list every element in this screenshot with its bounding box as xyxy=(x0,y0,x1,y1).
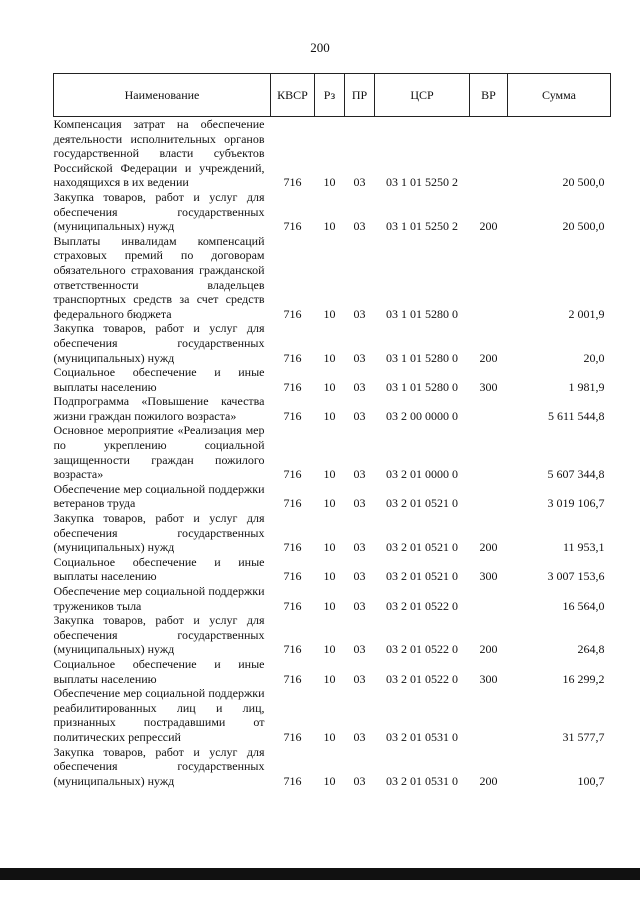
cell-name: Закупка товаров, работ и услуг для обеспечения государственных (муниципальных) нужд xyxy=(53,744,265,788)
table-row xyxy=(54,511,611,555)
cell-kvsr: 716 xyxy=(283,773,302,788)
cell-sum: 1 981,9 xyxy=(568,379,605,394)
cell-vr: 300 xyxy=(479,569,498,584)
cell-pr: 03 xyxy=(353,219,366,234)
cell-pr: 03 xyxy=(353,598,366,613)
col-header-kvsr: КВСР xyxy=(271,74,315,117)
cell-vr: 300 xyxy=(479,671,498,686)
cell-kvsr: 716 xyxy=(283,408,302,423)
cell-name: Социальное обеспечение и иные выплаты населению xyxy=(53,554,265,584)
cell-rz: 10 xyxy=(323,496,336,511)
cell-vr xyxy=(470,482,508,511)
cell-vr: 200 xyxy=(479,219,498,234)
cell-kvsr: 716 xyxy=(283,467,302,482)
cell-kvsr: 716 xyxy=(283,671,302,686)
cell-kvsr: 716 xyxy=(283,598,302,613)
page-number: 200 xyxy=(310,40,330,55)
cell-vr xyxy=(470,234,508,322)
cell-name: Обеспечение мер социальной поддержки ветеранов труда xyxy=(53,481,265,511)
cell-kvsr: 716 xyxy=(283,306,302,321)
cell-name: Выплаты инвалидам компенсаций страховых премий по договорам обязательного страхования гражданской ответственности владельцев транспортных средств за счет средств федерального бюджета xyxy=(53,233,265,321)
col-header-vr: ВР xyxy=(470,74,508,117)
cell-csr: 03 2 01 0000 0 xyxy=(386,467,458,482)
table-row xyxy=(54,686,611,744)
cell-name: Социальное обеспечение и иные выплаты населению xyxy=(53,656,265,686)
table-row xyxy=(54,423,611,481)
cell-rz: 10 xyxy=(323,773,336,788)
table-row xyxy=(54,613,611,657)
cell-kvsr: 716 xyxy=(283,350,302,365)
cell-sum: 3 007 153,6 xyxy=(547,569,605,584)
table-row xyxy=(54,365,611,394)
table-row xyxy=(54,555,611,584)
table-row xyxy=(54,321,611,365)
cell-csr: 03 2 01 0531 0 xyxy=(386,773,458,788)
cell-kvsr: 716 xyxy=(283,219,302,234)
cell-rz: 10 xyxy=(323,467,336,482)
cell-sum: 5 607 344,8 xyxy=(547,467,605,482)
cell-rz: 10 xyxy=(323,569,336,584)
table-row xyxy=(54,482,611,511)
cell-vr: 300 xyxy=(479,379,498,394)
cell-name: Социальное обеспечение и иные выплаты населению xyxy=(53,365,265,394)
cell-rz: 10 xyxy=(323,408,336,423)
cell-csr: 03 1 01 5250 2 xyxy=(386,175,458,190)
cell-kvsr: 716 xyxy=(283,496,302,511)
col-header-sum: Сумма xyxy=(508,74,611,117)
cell-csr: 03 2 00 0000 0 xyxy=(386,408,458,423)
col-header-pr: ПР xyxy=(345,74,375,117)
cell-rz: 10 xyxy=(323,598,336,613)
cell-pr: 03 xyxy=(353,350,366,365)
scan-bottom-border xyxy=(0,868,640,880)
cell-pr: 03 xyxy=(353,642,366,657)
cell-sum: 20,0 xyxy=(583,350,605,365)
cell-rz: 10 xyxy=(323,671,336,686)
cell-rz: 10 xyxy=(323,219,336,234)
cell-rz: 10 xyxy=(323,379,336,394)
cell-kvsr: 716 xyxy=(283,729,302,744)
cell-csr: 03 2 01 0521 0 xyxy=(386,569,458,584)
cell-name: Подпрограмма «Повышение качества жизни граждан пожилого возраста» xyxy=(53,394,265,423)
cell-sum: 2 001,9 xyxy=(568,306,605,321)
table-row xyxy=(54,117,611,190)
table-row xyxy=(54,190,611,234)
cell-vr xyxy=(470,584,508,613)
cell-vr: 200 xyxy=(479,350,498,365)
cell-csr: 03 1 01 5280 0 xyxy=(386,379,458,394)
cell-pr: 03 xyxy=(353,569,366,584)
cell-pr: 03 xyxy=(353,773,366,788)
col-header-rz: Рз xyxy=(315,74,345,117)
cell-csr: 03 2 01 0522 0 xyxy=(386,671,458,686)
cell-pr: 03 xyxy=(353,729,366,744)
cell-name: Закупка товаров, работ и услуг для обеспечения государственных (муниципальных) нужд xyxy=(53,189,265,234)
cell-vr xyxy=(470,423,508,481)
col-header-name: Наименование xyxy=(54,74,271,117)
cell-sum: 31 577,7 xyxy=(562,729,605,744)
cell-sum: 20 500,0 xyxy=(562,219,605,234)
cell-vr xyxy=(470,686,508,744)
cell-rz: 10 xyxy=(323,540,336,555)
cell-kvsr: 716 xyxy=(283,569,302,584)
cell-sum: 264,8 xyxy=(577,642,605,657)
cell-csr: 03 2 01 0521 0 xyxy=(386,496,458,511)
cell-pr: 03 xyxy=(353,379,366,394)
cell-csr: 03 2 01 0522 0 xyxy=(386,598,458,613)
cell-name: Основное мероприятие «Реализация мер по укреплению социальной защищенности граждан пожилого возраста» xyxy=(53,423,265,482)
cell-vr: 200 xyxy=(479,773,498,788)
cell-sum: 20 500,0 xyxy=(562,175,605,190)
cell-kvsr: 716 xyxy=(283,175,302,190)
cell-rz: 10 xyxy=(323,306,336,321)
cell-csr: 03 2 01 0521 0 xyxy=(386,540,458,555)
cell-kvsr: 716 xyxy=(283,379,302,394)
cell-csr: 03 1 01 5280 0 xyxy=(386,306,458,321)
cell-name: Закупка товаров, работ и услуг для обеспечения государственных (муниципальных) нужд xyxy=(53,321,265,365)
cell-name: Обеспечение мер социальной поддержки тружеников тыла xyxy=(53,584,265,613)
cell-name: Закупка товаров, работ и услуг для обеспечения государственных (муниципальных) нужд xyxy=(53,511,265,555)
cell-rz: 10 xyxy=(323,175,336,190)
table-row xyxy=(54,234,611,322)
cell-kvsr: 716 xyxy=(283,540,302,555)
cell-pr: 03 xyxy=(353,467,366,482)
cell-pr: 03 xyxy=(353,496,366,511)
cell-sum: 5 611 544,8 xyxy=(547,408,605,423)
table-row xyxy=(54,584,611,613)
cell-sum: 100,7 xyxy=(577,773,605,788)
cell-kvsr: 716 xyxy=(283,642,302,657)
cell-pr: 03 xyxy=(353,540,366,555)
cell-pr: 03 xyxy=(353,306,366,321)
table-row xyxy=(54,657,611,686)
table-row xyxy=(54,745,611,789)
budget-table xyxy=(53,73,611,788)
cell-sum: 3 019 106,7 xyxy=(547,496,605,511)
cell-vr xyxy=(470,117,508,190)
cell-pr: 03 xyxy=(353,175,366,190)
cell-name: Компенсация затрат на обеспечение деятельности исполнительных органов государственной власти субъектов Российской Федерации и учреждений, находящихся в их ведении xyxy=(53,117,265,190)
cell-vr xyxy=(470,394,508,423)
cell-pr: 03 xyxy=(353,408,366,423)
cell-rz: 10 xyxy=(323,642,336,657)
cell-sum: 16 564,0 xyxy=(562,598,605,613)
cell-csr: 03 1 01 5280 0 xyxy=(386,350,458,365)
cell-rz: 10 xyxy=(323,729,336,744)
cell-vr: 200 xyxy=(479,540,498,555)
cell-sum: 11 953,1 xyxy=(562,540,605,555)
table-body xyxy=(54,117,611,789)
cell-vr: 200 xyxy=(479,642,498,657)
table-row xyxy=(54,394,611,423)
cell-pr: 03 xyxy=(353,671,366,686)
table-header xyxy=(54,74,611,117)
cell-sum: 16 299,2 xyxy=(562,671,605,686)
cell-name: Закупка товаров, работ и услуг для обеспечения государственных (муниципальных) нужд xyxy=(53,613,265,657)
cell-csr: 03 2 01 0522 0 xyxy=(386,642,458,657)
cell-csr: 03 1 01 5250 2 xyxy=(386,219,458,234)
cell-csr: 03 2 01 0531 0 xyxy=(386,729,458,744)
cell-name: Обеспечение мер социальной поддержки реабилитированных лиц и лиц, признанных пострадавшими от политических репрессий xyxy=(53,686,265,744)
cell-rz: 10 xyxy=(323,350,336,365)
col-header-csr: ЦСР xyxy=(375,74,470,117)
